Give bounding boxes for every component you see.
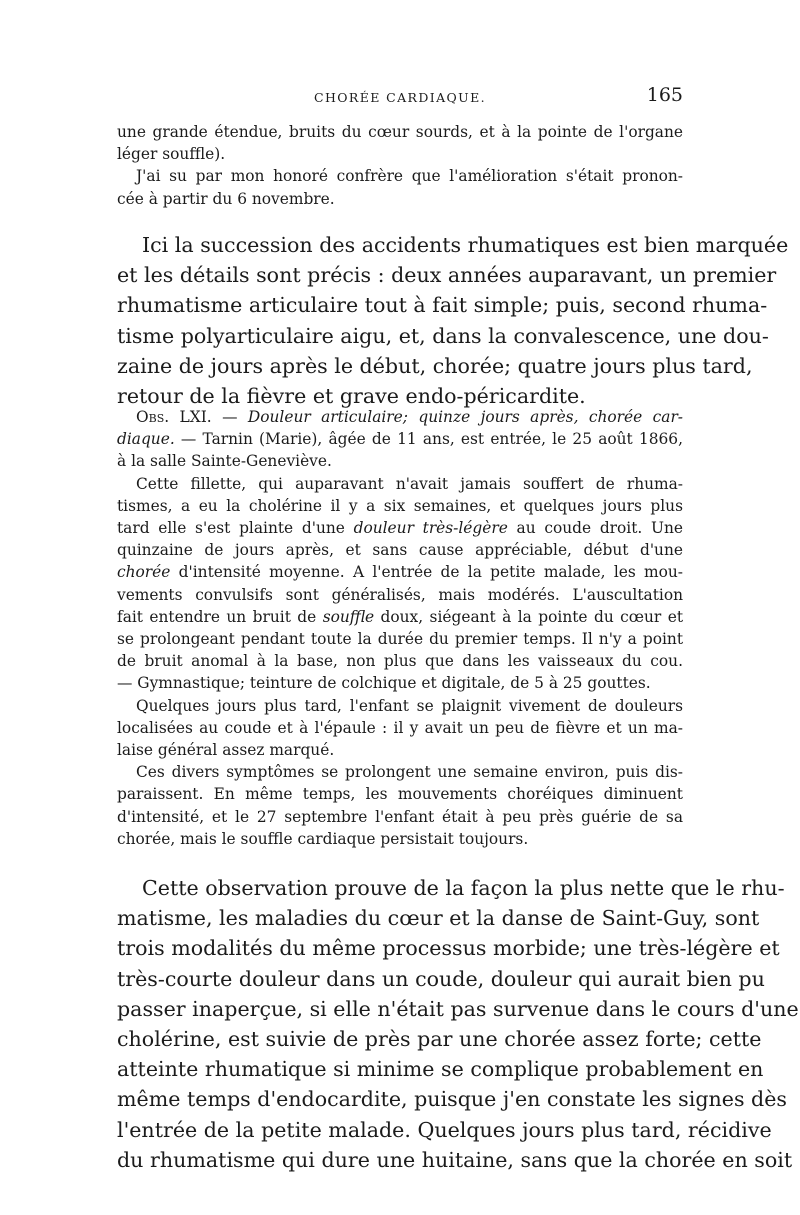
text-line: Ces divers symptômes se prolongent une semaine environ, puis dis- (136, 763, 683, 782)
observation-title: Douleur articulaire; quinze jours après, chorée car- (247, 408, 683, 426)
text-line: d'intensité, et le 27 septembre l'enfant était à peu près guérie de sa (117, 807, 683, 826)
text-line: trois modalités du même processus morbide; une très-légère et (117, 936, 780, 961)
text-line: de bruit anomal à la base, non plus que dans les vaisseaux du cou. (117, 652, 683, 671)
text-line: vements convulsifs sont généralisés, mais modérés. L'auscultation (117, 585, 683, 604)
text-line: tisme polyarticulaire aigu, et, dans la convalescence, une dou- (117, 323, 769, 348)
text-line: paraissent. En même temps, les mouvements choréiques diminuent (117, 785, 683, 804)
text-line: très-courte douleur dans un coude, douleur qui aurait bien pu (117, 966, 765, 991)
text-line: chorée d'intensité moyenne. A l'entrée de la petite malade, les mou- (117, 563, 683, 582)
text-line: rhumatisme articulaire tout à fait simple; puis, second rhuma- (117, 293, 768, 318)
page-header (117, 84, 683, 114)
text-line: même temps d'endocardite, puisque j'en constate les signes dès (117, 1087, 788, 1112)
observation-lxi (117, 406, 683, 850)
text-line: laise général assez marqué. (117, 741, 335, 760)
commentary-paragraph (117, 873, 799, 1175)
observation-heading: Obs. LXI. — Douleur articulaire; quinze jours après, chorée car- (136, 408, 683, 426)
text-line: cée à partir du 6 novembre. (117, 189, 335, 208)
running-head: CHORÉE CARDIAQUE. (313, 90, 487, 105)
text-line: retour de la fièvre et grave endo-péricardite. (117, 384, 586, 409)
text-line: atteinte rhumatique si minime se complique probablement en (117, 1057, 764, 1082)
text-line: fait entendre un bruit de souffle doux, siégeant à la pointe du cœur et (117, 607, 684, 626)
text-line: se prolongeant pendant toute la durée du premier temps. Il n'y a point (117, 630, 683, 649)
text-line: Quelques jours plus tard, l'enfant se plaignit vivement de douleurs (136, 696, 683, 715)
text-line: J'ai su par mon honoré confrère que l'amélioration s'était pronon- (136, 167, 683, 186)
text-line: Ici la succession des accidents rhumatiques est bien marquée (142, 233, 789, 257)
text-line: chorée, mais le souffle cardiaque persistait toujours. (117, 829, 529, 848)
text-line: localisées au coude et à l'épaule : il y avait un peu de fièvre et un ma- (117, 718, 683, 737)
text-line: tard elle s'est plainte d'une douleur très-légère au coude droit. Une (117, 519, 683, 538)
text-line: diaque. — Tarnin (Marie), âgée de 11 ans, est entrée, le 25 août 1866, (117, 430, 683, 449)
text-line: et les détails sont précis : deux années auparavant, un premier (117, 263, 777, 288)
text-line: zaine de jours après le début, chorée; quatre jours plus tard, (117, 353, 753, 378)
text-line: à la salle Sainte-Geneviève. (117, 452, 332, 471)
text-line: — Gymnastique; teinture de colchique et digitale, de 5 à 25 gouttes. (117, 674, 651, 693)
text-line: l'entrée de la petite malade. Quelques jours plus tard, récidive (117, 1117, 772, 1142)
text-line: tismes, a eu la cholérine il y a six semaines, et quelques jours plus (117, 496, 683, 515)
text-line: Cette fillette, qui auparavant n'avait jamais souffert de rhuma- (136, 474, 683, 493)
commentary-paragraph (117, 230, 789, 411)
text-line: quinzaine de jours après, et sans cause appréciable, début d'une (117, 541, 683, 560)
text-line: matisme, les maladies du cœur et la danse de Saint-Guy, sont (117, 906, 760, 931)
text-line: passer inaperçue, si elle n'était pas survenue dans le cours d'une (117, 996, 799, 1021)
text-line: une grande étendue, bruits du cœur sourds, et à la pointe de l'organe (117, 123, 683, 141)
text-line: cholérine, est suivie de près par une chorée assez forte; cette (117, 1027, 762, 1052)
paragraph-continuation (117, 121, 683, 210)
page-number: 165 (646, 84, 683, 106)
text-line: léger souffle). (117, 145, 226, 164)
text-line: Cette observation prouve de la façon la plus nette que le rhu- (142, 876, 785, 900)
text-line: du rhumatisme qui dure une huitaine, sans que la chorée en soit (117, 1147, 793, 1172)
observation-label: Obs. LXI. (136, 408, 212, 426)
